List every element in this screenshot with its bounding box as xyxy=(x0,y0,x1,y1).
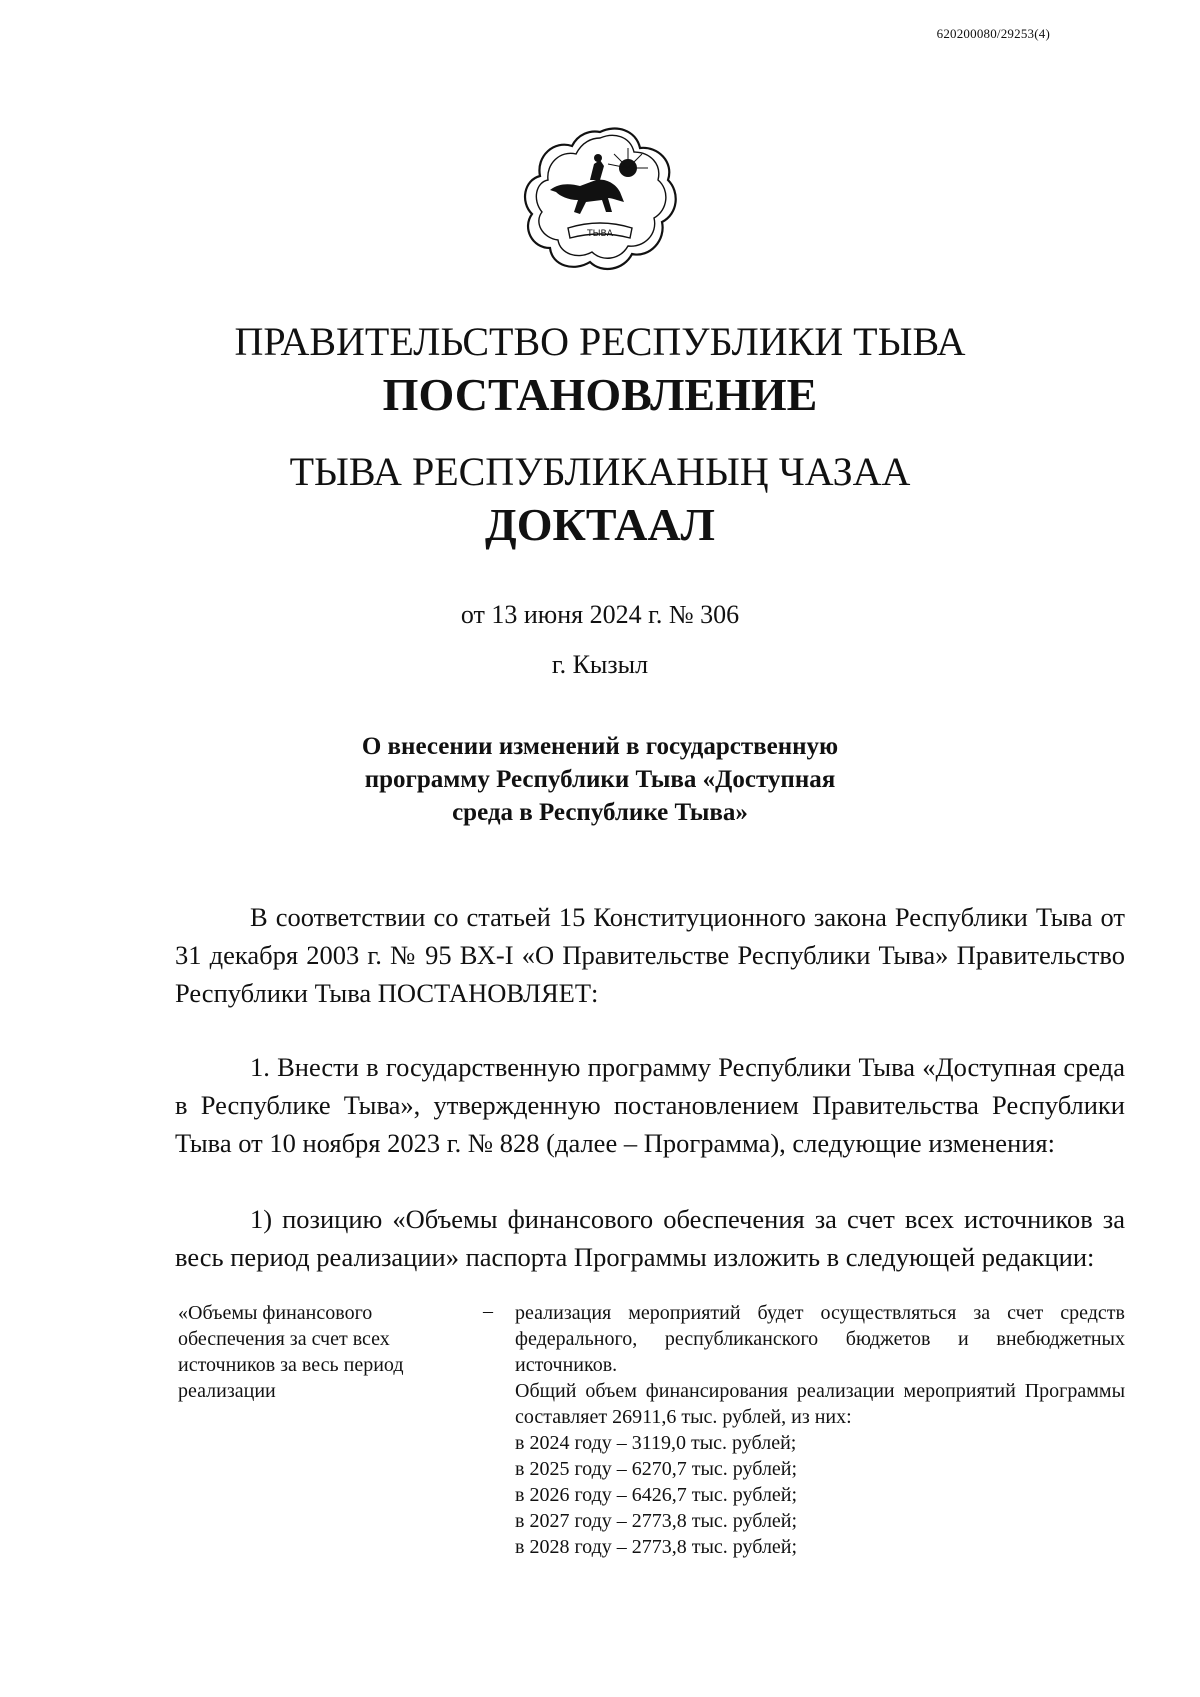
document-id: 620200080/29253(4) xyxy=(936,26,1050,41)
resolution-city: г. Кызыл xyxy=(551,650,649,679)
passport-position-label: «Объемы финансового обеспечения за счет всех источников за весь период реализации xyxy=(178,1302,404,1402)
funding-year-2027: в 2027 году – 2773,8 тыс. рублей; xyxy=(515,1510,798,1532)
clause-1-paragraph: 1. Внести в государственную программу Республики Тыва «Доступная среда в Республике Тыва», утвержденную постановлением Правительства Республики Тыва от 10 ноября 2023 г. № 828 (далее – Программа), следующие изменения: xyxy=(175,1052,1125,1158)
passport-dash: – xyxy=(483,1300,493,1322)
preamble-paragraph: В соответствии со статьей 15 Конституционного закона Республики Тыва от 31 декабря 2003 г. № 95 ВХ-I «О Правительстве Республики Тыва» Правительство Республики Тыва ПОСТАНОВЛЯЕТ: xyxy=(175,902,1125,1008)
resolution-subject xyxy=(0,730,1200,829)
resolution-title-ru: ПОСТАНОВЛЕНИЕ xyxy=(382,369,818,420)
funding-year-2024: в 2024 году – 3119,0 тыс. рублей; xyxy=(515,1432,797,1454)
passport-position-value xyxy=(515,1300,1125,1560)
clause-1-1-paragraph: 1) позицию «Объемы финансового обеспечения за счет всех источников за весь период реализации» паспорта Программы изложить в следующей редакции: xyxy=(175,1204,1125,1272)
government-title-ru: ПРАВИТЕЛЬСТВО РЕСПУБЛИКИ ТЫВА xyxy=(234,319,966,364)
funding-year-2026: в 2026 году – 6426,7 тыс. рублей; xyxy=(515,1484,798,1506)
subject-line-1: О внесении изменений в государственную xyxy=(361,733,839,760)
tuva-emblem-icon xyxy=(520,120,680,280)
government-title-tv: ТЫВА РЕСПУБЛИКАНЫҢ ЧАЗАА xyxy=(289,449,911,494)
subject-line-3: среда в Республике Тыва» xyxy=(452,799,748,826)
funding-sources-text: реализация мероприятий будет осуществляться за счет средств федерального, республиканского бюджетов и внебюджетных источников. xyxy=(515,1302,1125,1376)
resolution-date: от 13 июня 2024 г. № 306 xyxy=(460,600,740,629)
resolution-title-tv: ДОКТААЛ xyxy=(485,499,715,550)
funding-total-text: Общий объем финансирования реализации мероприятий Программы составляет 26911,6 тыс. рублей, из них: xyxy=(515,1380,1125,1428)
emblem-label: ТЫВА xyxy=(587,229,613,239)
funding-year-2025: в 2025 году – 6270,7 тыс. рублей; xyxy=(515,1458,798,1480)
funding-year-2028: в 2028 году – 2773,8 тыс. рублей; xyxy=(515,1536,798,1558)
subject-line-2: программу Республики Тыва «Доступная xyxy=(364,766,836,793)
